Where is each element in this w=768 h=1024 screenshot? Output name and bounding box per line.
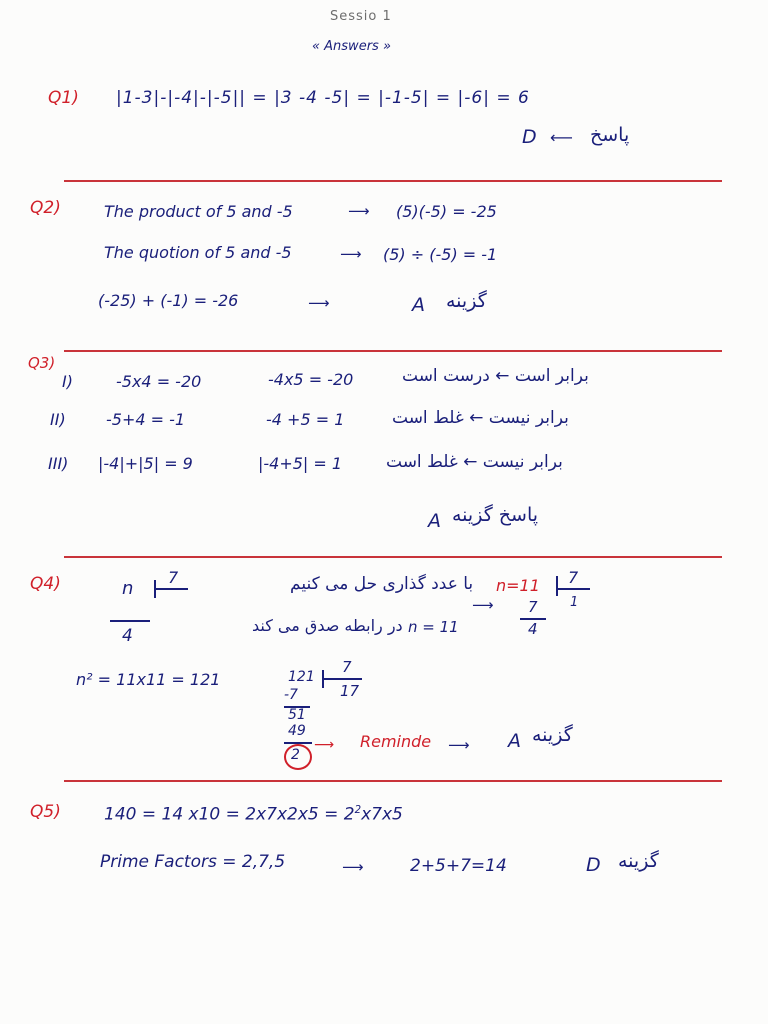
q5-line1-exp: 2 (354, 805, 362, 816)
divider-q1 (64, 180, 722, 182)
q4-ld-divisor: 7 (342, 658, 352, 676)
q5-line1-tail: x7x5 (361, 804, 403, 825)
q4-fa-line2: در رابطه صدق می کند (252, 616, 403, 635)
q3-label: Q3) (28, 354, 56, 372)
q1-answer-fa: پاسخ (590, 124, 630, 146)
q1-arrow: ⟵ (550, 128, 573, 147)
q4-ld-rem: 2 (291, 747, 300, 763)
divider-q3 (64, 556, 722, 558)
q4-n: n (122, 578, 134, 599)
answers-title: « Answers » (312, 39, 391, 54)
q5-line2: Prime Factors = 2,7,5 (100, 852, 286, 872)
q3-row2-left: -5+4 = -1 (106, 410, 186, 429)
q4-four: 4 (122, 626, 133, 646)
q3-answer-letter: A (428, 510, 441, 532)
q2-answer-fa: گزینه (446, 290, 487, 312)
q3-row3-left: |-4|+|5| = 9 (98, 454, 193, 473)
q4-frac-num: 7 (528, 598, 538, 616)
q4-arrow: ⟶ (472, 596, 494, 614)
q2-answer-letter: A (412, 294, 425, 316)
q4-remind-arrow: ⟶ (314, 737, 335, 753)
q4-answer-fa: گزینه (532, 724, 573, 746)
q2-line3: (-25) + (-1) = -26 (98, 291, 239, 310)
q2-line2-text: The quotion of 5 and -5 (104, 243, 292, 262)
q3-row2-right: -4 +5 = 1 (266, 410, 345, 429)
q3-row2-fa: برابر نیست ← غلط است (392, 408, 569, 428)
q4-label: Q4) (30, 574, 61, 594)
q3-row1-right: -4x5 = -20 (268, 370, 354, 389)
q3-row3-fa: برابر نیست ← غلط است (386, 452, 563, 472)
q4-frac-line (110, 620, 150, 622)
q3-row1-fa: برابر است ← درست است (402, 366, 589, 386)
q3-row1-left: -5x4 = -20 (116, 372, 202, 391)
q4-answer-arrow: ⟶ (448, 736, 470, 754)
q5-line1-text: 140 = 14 x10 = 2x7x2x5 = 2 (104, 804, 355, 825)
q2-line2-result: (5) ÷ (-5) = -1 (383, 245, 498, 264)
q3-row3-num: III) (48, 454, 69, 473)
q5-answer-letter: D (586, 854, 601, 876)
q4-fa-line1: با عدد گذاری حل می کنیم (290, 574, 474, 594)
q1-answer-letter: D (522, 126, 537, 148)
q2-line1-arrow: ⟶ (348, 202, 370, 220)
q4-ld-quotient: 17 (340, 682, 360, 700)
q5-line2-result: 2+5+7=14 (410, 856, 507, 876)
q4-nsq: n² = 11x11 = 121 (76, 670, 221, 689)
q4-ld-sub1: -7 (284, 687, 298, 703)
q3-row1-num: I) (62, 372, 73, 391)
q4-frac-den: 4 (528, 620, 538, 638)
q3-row3-right: |-4+5| = 1 (258, 454, 343, 473)
q2-label: Q2) (30, 198, 61, 218)
q5-line1 (104, 806, 403, 824)
q4-n11: n = 11 (408, 618, 459, 636)
q4-n-eq: n=11 (496, 576, 540, 595)
q5-answer-fa: گزینه (618, 850, 659, 872)
q1-label: Q1) (48, 88, 79, 108)
q4-answer-letter: A (508, 730, 521, 752)
q1-work: |1-3|-|-4|-|-5|| = |3 -4 -5| = |-1-5| = |-6| = 6 (116, 88, 530, 108)
q4-div2-vertical (556, 576, 558, 596)
q5-label: Q5) (30, 802, 61, 822)
q4-div-seven: 7 (568, 568, 579, 587)
q4-div-horizontal (154, 588, 188, 590)
q4-div-one: 1 (570, 595, 579, 610)
q4-ld-dividend: 121 (288, 669, 315, 685)
q4-remind: Reminde (360, 732, 432, 751)
q4-ld-mid: 51 (288, 707, 306, 723)
divider-q2 (64, 350, 722, 352)
q4-div2-horizontal (556, 588, 590, 590)
divider-q4 (64, 780, 722, 782)
q4-ld-sub2: 49 (288, 723, 306, 739)
q3-answer-fa: پاسخ گزینه (452, 504, 539, 526)
q3-row2-num: II) (50, 410, 66, 429)
q2-line3-arrow: ⟶ (308, 294, 330, 312)
q2-line2-arrow: ⟶ (340, 245, 362, 263)
q2-line1-result: (5)(-5) = -25 (396, 202, 497, 221)
q5-arrow: ⟶ (342, 858, 364, 876)
session-title: Sessio 1 (330, 9, 392, 24)
q4-seven: 7 (168, 568, 179, 587)
q2-line1-text: The product of 5 and -5 (104, 202, 293, 221)
q4-ld-horizontal (322, 678, 362, 680)
